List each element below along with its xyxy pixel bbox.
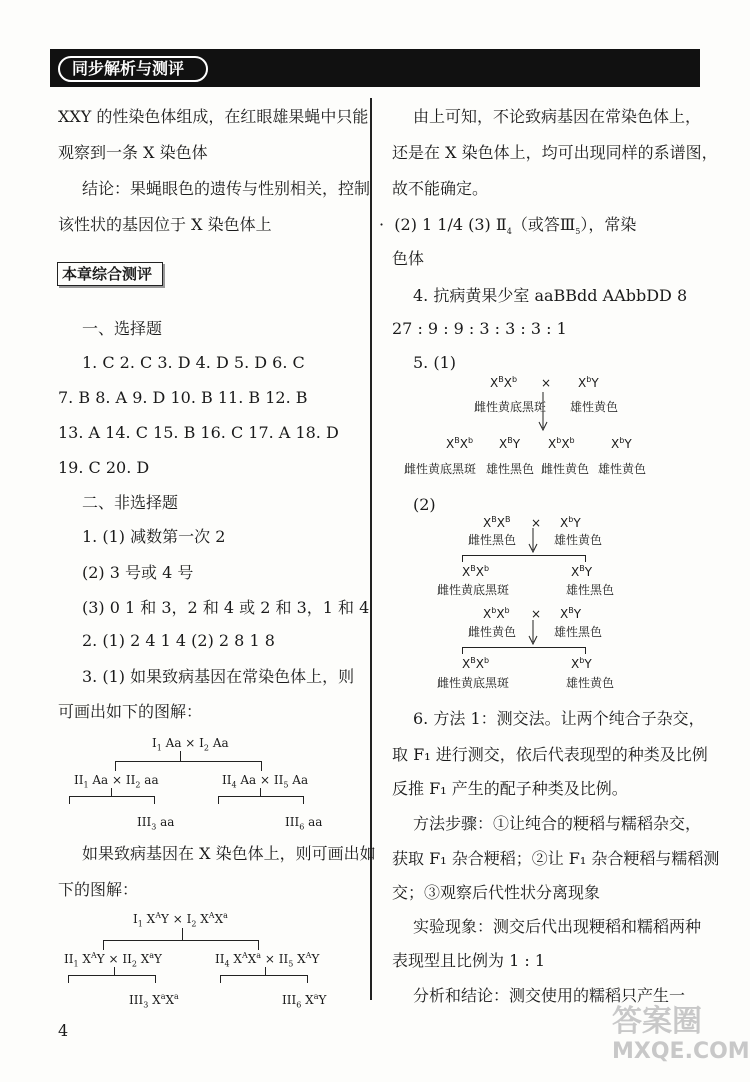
conclusion-line-1: 结论：果蝇眼色的遗传与性别相关，控制 [82, 179, 371, 198]
right-p1-line-3: 故不能确定。 [392, 179, 489, 198]
q6-line-9: 分析和结论：测交使用的糯稻只产生一 [413, 986, 686, 1005]
ped2-gen3-right: $III_6$ $X^aY$ [282, 992, 327, 1010]
watermark-logo [612, 1005, 750, 1065]
q4-line-1: 4. 抗病黄果少室 aaBBdd AAbbDD 8 [413, 286, 688, 305]
q6-line-8: 表现型且比例为 1 : 1 [392, 951, 546, 970]
ped1-gen3-right: $III_6$ aa [285, 815, 323, 832]
cross2-offspring-1-genotype: $X^BX^b$ [462, 564, 490, 579]
q3-mid-line-1: 如果致病基因在 X 染色体上，则可画出如 [82, 844, 376, 863]
q6-line-4: 方法步骤：①让纯合的粳稻与糯稻杂交， [413, 814, 702, 833]
cross3-times: × [531, 607, 542, 621]
ped2-generation1: $I_1$ $X^AY \times I_2$ $X^AX^a$ [133, 911, 228, 929]
cross3-offspring-2-genotype: $X^bY$ [571, 656, 592, 671]
cross3-offspring-bar [462, 647, 586, 648]
q6-line-5: 获取 F₁ 杂合粳稻；②让 F₁ 杂合粳稻与糯稻测 [392, 849, 720, 868]
ped2-gen3-left: $III_3$ $X^aX^a$ [129, 992, 179, 1010]
mc-answers-2: 7. B 8. A 9. D 10. B 11. B 12. B [58, 388, 308, 407]
cross2-father-phenotype: 雄性黄色 [554, 533, 603, 547]
q6-line-2: 取 F₁ 进行测交，依后代表现型的种类及比例 [392, 745, 708, 764]
ped2-right-drop [258, 940, 259, 950]
conclusion-line-2: 该性状的基因位于 X 染色体上 [58, 215, 272, 234]
cross2-times: × [531, 516, 542, 530]
cross1-father-phenotype: 雄性黄色 [570, 400, 619, 414]
mc-answers-1: 1. C 2. C 3. D 4. D 5. D 6. C [82, 353, 305, 372]
cross1-offspring-3-phenotype: 雌性黄色 [541, 462, 590, 476]
cross3-tick-left [462, 647, 463, 654]
ped1-right-bar [218, 796, 304, 797]
q3-line-1: 3. (1) 如果致病基因在常染色体上，则 [82, 667, 355, 686]
ped2-left-tick-b [155, 975, 156, 983]
cross3-father-genotype: $X^BY$ [560, 606, 582, 621]
q6-line-1: 6. 方法 1：测交法。让两个纯合子杂交， [413, 709, 705, 728]
cross2-offspring-1-phenotype: 雌性黄底黑斑 [437, 583, 510, 597]
cross1-offspring-1-genotype: $X^BX^b$ [446, 436, 474, 451]
cross2-tick-right [585, 555, 586, 562]
page-number: 4 [58, 1021, 69, 1040]
right-p2-line-1: · (2) 1 1/4 (3) $Ⅱ_4$（或答$Ⅲ_5$），常染 [379, 215, 637, 237]
watermark-line-1: 答案圈 [612, 1004, 702, 1039]
ped1-right-drop [261, 761, 262, 771]
cross2-offspring-2-phenotype: 雄性黑色 [566, 583, 615, 597]
right-p1-line-2: 还是在 X 染色体上，均可出现同样的系谱图， [392, 143, 718, 162]
ped1-gen2-right: $II_4$ $Aa \times II_5$ Aa [222, 773, 309, 790]
mc-answers-3: 13. A 14. C 15. B 16. C 17. A 18. D [58, 423, 339, 442]
ped2-sibline [103, 940, 259, 941]
ped2-left-stem [114, 967, 115, 975]
ped2-stem [182, 928, 183, 940]
header-title: 同步解析与测评 [72, 59, 185, 78]
cross3-offspring-1-phenotype: 雌性黄底黑斑 [437, 676, 510, 690]
q6-line-6: 交；③观察后代性状分离现象 [392, 883, 601, 902]
cross1-offspring-4-genotype: $X^bY$ [611, 436, 632, 451]
ped1-left-bar [69, 796, 155, 797]
q1-part2: (2) 3 号或 4 号 [82, 563, 194, 582]
ped1-right-stem [260, 788, 261, 796]
ped1-gen3-left: $III_3$ aa [137, 815, 175, 832]
ped1-left-tick-b [154, 796, 155, 804]
right-p2-line-2: 色体 [392, 249, 425, 268]
cross1-times: × [541, 376, 552, 390]
cross2-mother-phenotype: 雌性黑色 [468, 533, 517, 547]
ped1-gen2-left: $II_1$ $Aa \times II_2$ aa [74, 773, 159, 790]
intro-line-1: XXY 的性染色体组成，在红眼雄果蝇中只能 [58, 107, 369, 126]
q5-label: 5. (1) [413, 353, 457, 372]
ped2-right-bar [220, 975, 308, 976]
mc-heading: 一、选择题 [82, 319, 163, 338]
ped2-right-stem [265, 967, 266, 975]
ped1-sibline [115, 761, 262, 762]
cross3-tick-right [585, 647, 586, 654]
cross3-mother-genotype: $X^bX^b$ [483, 606, 510, 621]
cross3-father-phenotype: 雄性黑色 [554, 625, 603, 639]
ped2-right-tick-b [307, 975, 308, 983]
ped1-right-tick-b [303, 796, 304, 804]
q1-part3: (3) 0 1 和 3，2 和 4 或 2 和 3，1 和 4 [82, 598, 370, 617]
intro-line-2: 观察到一条 X 染色体 [58, 143, 208, 162]
cross2-tick-left [462, 555, 463, 562]
ped2-right-tick-a [220, 975, 221, 983]
cross1-father-genotype: $X^bY$ [578, 375, 599, 390]
ped1-left-drop [115, 761, 116, 771]
ped2-left-bar [68, 975, 156, 976]
q6-line-7: 实验现象：测交后代出现粳稻和糯稻两种 [413, 917, 702, 936]
ped1-left-stem [111, 788, 112, 796]
q3-line-2: 可画出如下的图解： [58, 702, 203, 721]
ped2-left-drop [103, 940, 104, 950]
right-p1-line-1: 由上可知，不论致病基因在常染色体上， [413, 107, 702, 126]
cross2-mother-genotype: $X^BX^B$ [483, 515, 511, 530]
q6-line-3: 反推 F₁ 产生的配子种类及比例。 [392, 779, 628, 798]
q1-part1: 1. (1) 减数第一次 2 [82, 527, 226, 546]
cross1-offspring-2-phenotype: 雄性黑色 [486, 462, 535, 476]
cross1-offspring-4-phenotype: 雄性黄色 [598, 462, 647, 476]
cross1-offspring-2-genotype: $X^BY$ [499, 436, 521, 451]
cross1-down-arrow [537, 392, 549, 432]
cross3-offspring-2-phenotype: 雄性黄色 [566, 676, 615, 690]
ped1-generation1: $I_1$ $Aa \times I_2$ Aa [152, 736, 229, 753]
cross3-mother-phenotype: 雌性黄色 [468, 625, 517, 639]
cross1-mother-genotype: $X^BX^b$ [490, 375, 518, 390]
ped2-gen2-left: $II_1$ $X^AY \times II_2$ $X^aY$ [64, 951, 162, 969]
ped1-right-tick-a [218, 796, 219, 804]
q2-answer: 2. (1) 2 4 1 4 (2) 2 8 1 8 [82, 631, 275, 650]
cross1-offspring-3-genotype: $X^bX^b$ [548, 436, 575, 451]
q4-line-2: 27 : 9 : 9 : 3 : 3 : 3 : 1 [392, 319, 567, 338]
cross1-offspring-1-phenotype: 雌性黄底黑斑 [404, 462, 477, 476]
section-title: 本章综合测评 [62, 265, 153, 283]
cross3-offspring-1-genotype: $X^BX^b$ [462, 656, 490, 671]
watermark-line-2: MXQE.COM [612, 1039, 750, 1064]
ped2-gen2-right: $II_4$ $X^AX^a \times II_5$ $X^AY$ [215, 951, 320, 969]
cross2-offspring-2-genotype: $X^BY$ [571, 564, 593, 579]
cross1-mother-phenotype: 雌性黄底黑斑 [474, 400, 547, 414]
q3-mid-line-2: 下的图解： [58, 880, 139, 899]
cross2-down-arrow [527, 528, 539, 556]
cross2-offspring-bar [462, 555, 586, 556]
cross3-down-arrow [527, 620, 539, 648]
cross2-father-genotype: $X^bY$ [560, 515, 581, 530]
ped1-left-tick-a [69, 796, 70, 804]
nonmc-heading: 二、非选择题 [82, 493, 179, 512]
q5-part2-label: (2) [413, 495, 436, 514]
ped2-left-tick-a [68, 975, 69, 983]
mc-answers-4: 19. C 20. D [58, 458, 150, 477]
ped1-stem [180, 751, 181, 761]
